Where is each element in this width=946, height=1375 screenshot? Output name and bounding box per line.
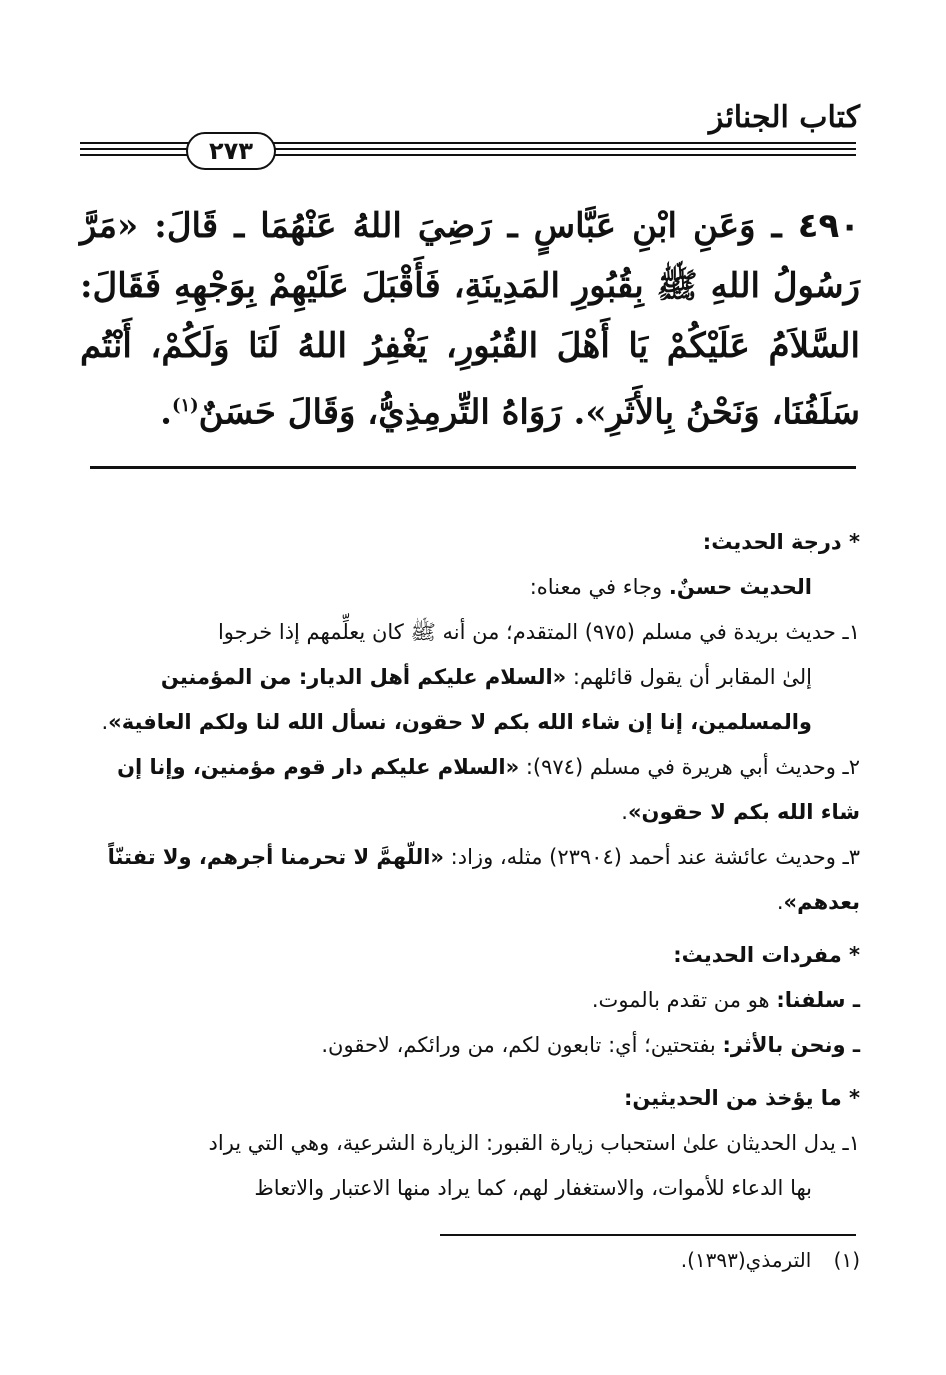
degree-intro	[80, 565, 860, 610]
degree-item-2-bold: «السلام عليكم دار قوم مؤمنين، وإنا إن شاء الله بكم لا حقون»	[117, 755, 860, 824]
lessons-heading: * ما يؤخذ من الحديثين:	[623, 1086, 860, 1110]
degree-item-3-bold: «اللّهمَّ لا تحرمنا أجرهم، ولا تفتنّاً بعدهم»	[107, 845, 860, 914]
footnote-text: الترمذي(١٣٩٣).	[680, 1248, 812, 1272]
hadith-text: وَعَنِ ابْنِ عَبَّاسٍ ـ رَضِيَ اللهُ عَنْهُمَا ـ قَالَ: «مَرَّ رَسُولُ اللهِ ﷺ بِقُبُورِ المَدِينَةِ، فَأَقْبَلَ عَلَيْهِمْ بِوَجْهِهِ فَقَالَ: السَّلاَمُ عَلَيْكُمْ يَا أَهْلَ القُبُورِ، يَغْفِرُ اللهُ لَنَا وَلَكُمْ، أَنْتُم سَلَفُنَا، وَنَحْنُ بِالأَثَرِ». رَوَاهُ التِّرمِذِيُّ، وَقَالَ حَسَنٌ	[80, 206, 860, 433]
degree-item-1-prefix: ١ـ حديث بريدة في مسلم (٩٧٥) المتقدم؛ من أنه ﷺ كان يعلِّمهم إذا خرجوا	[217, 620, 860, 644]
degree-item-3-prefix: ٣ـ وحديث عائشة عند أحمد (٢٣٩٠٤) مثله، وزاد:	[444, 845, 860, 869]
hadith-number: ٤٩٠	[797, 206, 860, 246]
lessons-item-1	[80, 1121, 860, 1211]
hadith-dash: ـ	[755, 206, 782, 246]
degree-item-1	[80, 610, 860, 745]
commentary	[80, 512, 860, 1211]
chapter-title: كتاب الجنائز	[708, 100, 860, 135]
degree-item-3	[80, 835, 860, 925]
footnote	[681, 1248, 860, 1272]
degree-item-1-cont-plain: إلىٰ المقابر أن يقول قائلهم:	[566, 665, 812, 689]
degree-intro-bold: الحديث حسنٌ.	[668, 575, 812, 599]
degree-item-3-end: .	[776, 890, 784, 914]
degree-heading: * درجة الحديث:	[702, 530, 860, 554]
vocab-item-2	[80, 1023, 860, 1068]
hadith-block	[80, 196, 860, 442]
degree-item-2-prefix: ٢ـ وحديث أبي هريرة في مسلم (٩٧٤):	[519, 755, 860, 779]
page-number: ٢٧٣	[186, 132, 276, 170]
degree-intro-rest: وجاء في معناه:	[529, 575, 669, 599]
lessons-item-1-first: ١ـ يدل الحديثان علىٰ استحباب زيارة القبور: الزيارة الشرعية، وهي التي يراد	[208, 1131, 860, 1155]
degree-item-1-cont	[80, 655, 860, 745]
vocab-item-1-def: هو من تقدم بالموت.	[591, 988, 777, 1012]
vocab-item-2-term: ـ ونحن بالأثر:	[722, 1033, 860, 1057]
vocab-item-1-term: ـ سلفنا:	[776, 988, 860, 1012]
section-divider	[90, 466, 856, 469]
vocab-heading: * مفردات الحديث:	[673, 943, 860, 967]
hadith-footnote-ref[interactable]: (١)	[171, 395, 199, 416]
degree-item-2	[80, 745, 860, 835]
footnote-number: (١)	[833, 1248, 860, 1272]
lessons-item-1-cont: بها الدعاء للأموات، والاستغفار لهم، كما يراد منها الاعتبار والاتعاظ	[254, 1176, 812, 1200]
vocab-item-1	[80, 978, 860, 1023]
footnote-rule	[440, 1234, 856, 1236]
degree-item-1-end: .	[101, 710, 109, 734]
degree-item-2-end: .	[621, 800, 628, 824]
hadith-end: .	[160, 392, 172, 433]
vocab-item-2-def: بفتحتين؛ أي: تابعون لكم، من ورائكم، لاحقون.	[321, 1033, 723, 1057]
degree-item-1-cont-bold: «السلام عليكم أهل الديار: من المؤمنين والمسلمين، إنا إن شاء الله بكم لا حقون، نسأل الله لنا ولكم العافية»	[108, 665, 812, 734]
